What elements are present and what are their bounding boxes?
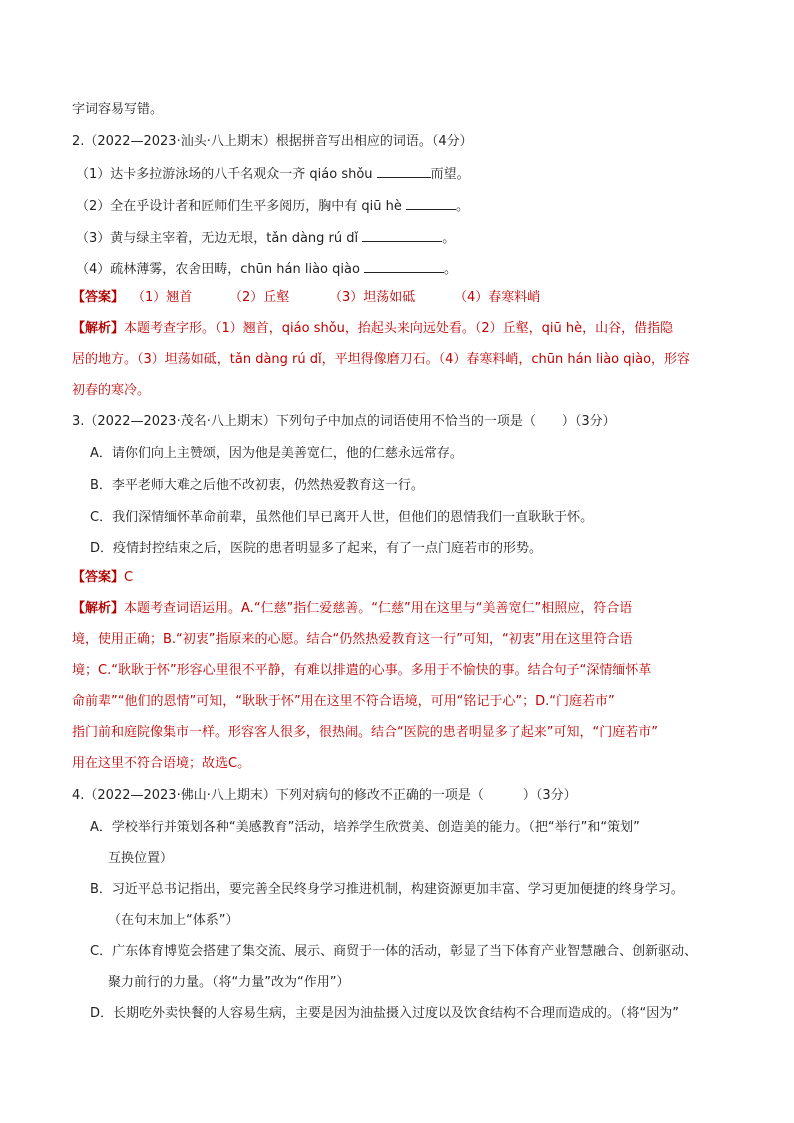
q2-answer-label: 【答案】 — [72, 290, 125, 305]
q4-option-d-line-1: D．长期吃外卖快餐的人容易生病，主要是因为油盐摄入过度以及饮食结构不合理而造成的。（将“因为” — [90, 1006, 679, 1021]
q3-analysis-line-1 — [72, 599, 632, 619]
q3-answer — [72, 568, 133, 588]
q3-option-a: A．请你们向上主赞颂，因为他是美善宽仁，他的仁慈永远常存。 — [90, 446, 463, 461]
q2-stem: 2.（2022—2023·汕头·八上期末）根据拼音写出相应的词语。（4分） — [72, 134, 473, 149]
q2-item-1-text: （1）达卡多拉游泳场的八千名观众一齐 qiáo shǒu — [76, 167, 377, 182]
q4-stem: 4.（2022—2023·佛山·八上期末）下列对病句的修改不正确的一项是（ ）（3分） — [72, 788, 577, 803]
q2-item-2-text: （2）全在乎设计者和匠师们生平多阅历，胸中有 qiū hè — [76, 199, 407, 214]
q3-option-d: D．疫情封控结束之后，医院的患者明显多了起来，有了一点门庭若市的形势。 — [90, 541, 543, 556]
q3-analysis-line-2: 境，使用正确；B.“初衷”指原来的心愿。结合“仍然热爱教育这一行”可知，“初衷”用在这里符合语 — [72, 632, 633, 647]
q4-option-c-line-2: 聚力前行的力量。（将“力量”改为“作用”） — [108, 975, 350, 990]
q2-item-2 — [76, 196, 469, 217]
q2-blank-2 — [406, 196, 456, 210]
q2-item-3-after: 。 — [442, 231, 456, 246]
q3-analysis-line-6: 用在这里不符合语境；故选C。 — [72, 756, 251, 771]
q3-answer-value: C — [124, 570, 134, 585]
q4-option-a-line-2: 互换位置） — [108, 851, 174, 866]
q2-answer-1: （1）翘首 — [132, 290, 193, 305]
q2-analysis-line-2: 居的地方。（3）坦荡如砥，tǎn dàng rú dǐ，平坦得像磨刀石。（4）春寒料峭，chūn hán liào qiào，形容 — [72, 352, 691, 367]
q3-analysis-label: 【解析】 — [72, 601, 125, 616]
intro-tail: 字词容易写错。 — [72, 102, 164, 117]
q3-analysis-line-5: 指门前和庭院像集市一样。形容客人很多，很热闹。结合“医院的患者明显多了起来”可知，“门庭若市” — [72, 725, 658, 740]
q2-item-4 — [76, 259, 457, 280]
q2-analysis-text-1: 本题考查字形。（1）翘首，qiáo shǒu，抬起头来向远处看。（2）丘壑，qiū hè，山谷，借指隐 — [124, 321, 674, 336]
q2-item-4-text: （4）疏林薄雾，农舍田畴，chūn hán liào qiào — [76, 262, 365, 277]
q2-answer-2: （2）丘壑 — [229, 290, 290, 305]
q4-option-b-line-1: B．习近平总书记指出，要完善全民终身学习推进机制，构建资源更加丰富、学习更加便捷的终身学习。 — [90, 882, 684, 897]
q3-analysis-line-3: 境；C.“耿耿于怀”形容心里很不平静，有难以排遣的心事。多用于不愉快的事。结合句子“深情缅怀革 — [72, 663, 652, 678]
q2-blank-3 — [362, 228, 442, 242]
q3-analysis-line-4: 命前辈”“他们的恩情”可知，“耿耿于怀”用在这里不符合语境，可用“铭记于心”；D.“门庭若市” — [72, 694, 615, 709]
q4-option-c-line-1: C．广东体育博览会搭建了集交流、展示、商贸于一体的活动，彰显了当下体育产业智慧融合、创新驱动、 — [90, 944, 698, 959]
q2-analysis-label: 【解析】 — [72, 321, 125, 336]
q2-item-3 — [76, 228, 455, 249]
q3-option-b: B．李平老师大难之后他不改初衷，仍然热爱教育这一行。 — [90, 478, 424, 493]
q3-option-c: C．我们深情缅怀革命前辈，虽然他们早已离开人世，但他们的恩情我们一直耿耿于怀。 — [90, 510, 594, 525]
q2-item-1 — [76, 164, 470, 185]
q2-blank-1 — [377, 164, 431, 178]
q3-analysis-text-1: 本题考查词语运用。A.“仁慈”指仁爱慈善。“仁慈”用在这里与“美善宽仁”相照应，符合语 — [124, 601, 633, 616]
q2-answer — [72, 288, 541, 308]
q2-item-4-after: 。 — [444, 262, 458, 277]
q2-answer-4: （4）春寒料峭 — [454, 290, 541, 305]
q3-answer-label: 【答案】 — [72, 570, 125, 585]
q2-blank-4 — [364, 259, 444, 273]
q2-analysis-line-1 — [72, 319, 673, 339]
q2-analysis-line-3: 初春的寒冷。 — [72, 383, 151, 398]
q3-stem: 3.（2022—2023·茂名·八上期末）下列句子中加点的词语使用不恰当的一项是（ ）（3分） — [72, 414, 616, 429]
q4-option-a-line-1: A．学校举行并策划各种“美感教育”活动，培养学生欣赏美、创造美的能力。（把“举行”和“策划” — [90, 820, 640, 835]
q2-item-1-after: 而望。 — [430, 167, 470, 182]
q2-answer-3: （3）坦荡如砥 — [329, 290, 416, 305]
q4-option-b-line-2: （在句末加上“体系”） — [108, 913, 239, 928]
q2-item-3-text: （3）黄与绿主宰着，无边无垠，tǎn dàng rú dǐ — [76, 231, 363, 246]
q2-item-2-after: 。 — [456, 199, 470, 214]
